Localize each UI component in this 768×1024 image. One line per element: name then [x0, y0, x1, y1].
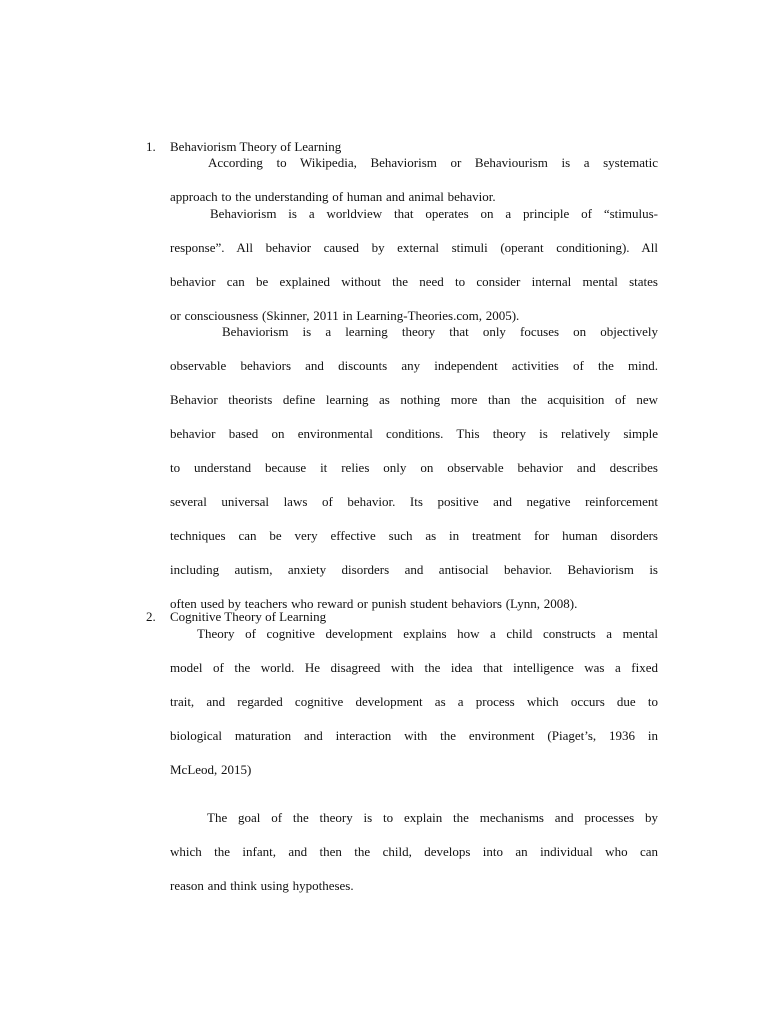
text-line: response”. All behavior caused by external stimuli (operant conditioning). All: [170, 240, 658, 255]
section-number: 1.: [146, 139, 156, 154]
text-line: observable behaviors and discounts any independent activities of the mind.: [170, 358, 658, 373]
text-line: According to Wikipedia, Behaviorism or Behaviourism is a systematic: [208, 155, 658, 170]
text-line: to understand because it relies only on observable behavior and describes: [170, 460, 658, 475]
text-line: model of the world. He disagreed with the idea that intelligence was a fixed: [170, 660, 658, 675]
text-line: behavior based on environmental conditions. This theory is relatively simple: [170, 426, 658, 441]
text-line: biological maturation and interaction with the environment (Piaget’s, 1936 in: [170, 728, 658, 743]
paragraph: [170, 206, 658, 324]
text-line: trait, and regarded cognitive development as a process which occurs due to: [170, 694, 658, 709]
paragraph: [170, 155, 658, 205]
text-line: Behaviorism is a learning theory that only focuses on objectively: [222, 324, 658, 339]
section-title: Behaviorism Theory of Learning: [170, 139, 342, 154]
text-line: including autism, anxiety disorders and antisocial behavior. Behaviorism is: [170, 562, 658, 577]
section-number: 2.: [146, 609, 156, 624]
text-line: The goal of the theory is to explain the mechanisms and processes by: [207, 810, 658, 825]
text-line: or consciousness (Skinner, 2011 in Learning-Theories.com, 2005).: [170, 308, 520, 323]
text-line: reason and think using hypotheses.: [170, 878, 354, 893]
text-line: which the infant, and then the child, develops into an individual who can: [170, 844, 658, 859]
section-title: Cognitive Theory of Learning: [170, 609, 327, 624]
text-line: several universal laws of behavior. Its positive and negative reinforcement: [170, 494, 658, 509]
paragraph: [170, 626, 658, 778]
paragraph: [170, 324, 658, 612]
text-line: Behaviorism is a worldview that operates on a principle of “stimulus-: [210, 206, 658, 221]
paragraph: [170, 810, 658, 894]
text-line: McLeod, 2015): [170, 762, 252, 777]
text-line: techniques can be very effective such as in treatment for human disorders: [170, 528, 658, 543]
text-line: Theory of cognitive development explains how a child constructs a mental: [197, 626, 658, 641]
text-line: Behavior theorists define learning as nothing more than the acquisition of new: [170, 392, 658, 407]
text-line: behavior can be explained without the need to consider internal mental states: [170, 274, 658, 289]
text-line: often used by teachers who reward or punish student behaviors (Lynn, 2008).: [170, 596, 578, 611]
text-line: approach to the understanding of human and animal behavior.: [170, 189, 496, 204]
